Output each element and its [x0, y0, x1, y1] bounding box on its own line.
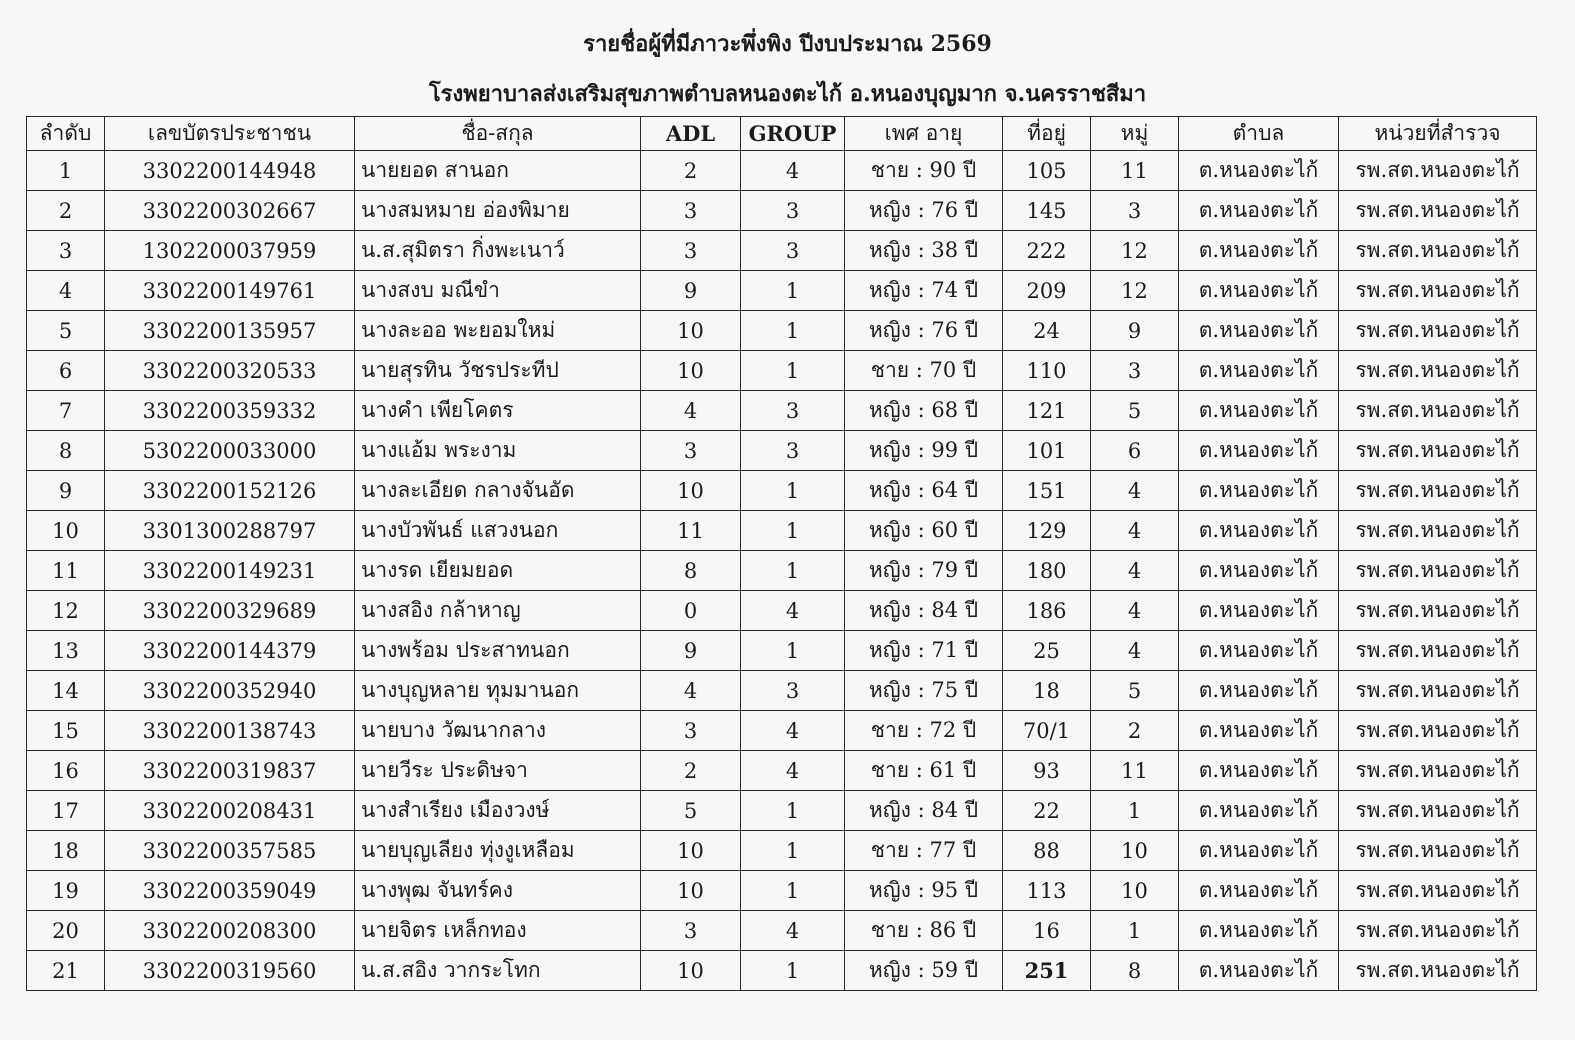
cell-name: นายสุรทิน วัชรประทีป: [355, 351, 641, 391]
cell-group: 4: [741, 751, 845, 791]
cell-group: 1: [741, 871, 845, 911]
table-row: [27, 431, 1537, 471]
cell-survey-unit: รพ.สต.หนองตะไก้: [1339, 911, 1537, 951]
cell-sex-age: หญิง : 84 ปี: [845, 591, 1003, 631]
cell-village: 12: [1091, 271, 1179, 311]
cell-sex-age: ชาย : 77 ปี: [845, 831, 1003, 871]
cell-address: 101: [1003, 431, 1091, 471]
cell-group: 1: [741, 471, 845, 511]
cell-order: 14: [27, 671, 105, 711]
cell-survey-unit: รพ.สต.หนองตะไก้: [1339, 751, 1537, 791]
cell-survey-unit: รพ.สต.หนองตะไก้: [1339, 951, 1537, 991]
cell-address: 22: [1003, 791, 1091, 831]
table-row: [27, 191, 1537, 231]
cell-village: 4: [1091, 551, 1179, 591]
cell-name: นางคำ เพียโคตร: [355, 391, 641, 431]
cell-id-number: 3302200144948: [105, 151, 355, 191]
cell-group: 1: [741, 271, 845, 311]
cell-sex-age: หญิง : 74 ปี: [845, 271, 1003, 311]
cell-village: 5: [1091, 391, 1179, 431]
cell-order: 20: [27, 911, 105, 951]
cell-name: นายจิตร เหล็กทอง: [355, 911, 641, 951]
cell-survey-unit: รพ.สต.หนองตะไก้: [1339, 191, 1537, 231]
cell-group: 1: [741, 351, 845, 391]
cell-village: 5: [1091, 671, 1179, 711]
cell-name: นายยอด สานอก: [355, 151, 641, 191]
cell-id-number: 3302200357585: [105, 831, 355, 871]
cell-village: 6: [1091, 431, 1179, 471]
table-row: [27, 751, 1537, 791]
cell-survey-unit: รพ.สต.หนองตะไก้: [1339, 231, 1537, 271]
cell-sex-age: หญิง : 64 ปี: [845, 471, 1003, 511]
cell-group: 3: [741, 431, 845, 471]
cell-name: น.ส.สุมิตรา กิ่งพะเนาว์: [355, 231, 641, 271]
table-row: [27, 391, 1537, 431]
cell-name: นางรด เยียมยอด: [355, 551, 641, 591]
cell-id-number: 3302200144379: [105, 631, 355, 671]
cell-village: 3: [1091, 191, 1179, 231]
cell-survey-unit: รพ.สต.หนองตะไก้: [1339, 151, 1537, 191]
cell-order: 21: [27, 951, 105, 991]
cell-subdistrict: ต.หนองตะไก้: [1179, 951, 1339, 991]
cell-name: นางบัวพันธ์ แสวงนอก: [355, 511, 641, 551]
table-row: [27, 591, 1537, 631]
cell-name: นางพร้อม ประสาทนอก: [355, 631, 641, 671]
cell-village: 10: [1091, 871, 1179, 911]
col-header-sex-age: เพศ อายุ: [845, 117, 1003, 151]
cell-address: 16: [1003, 911, 1091, 951]
cell-group: 3: [741, 231, 845, 271]
cell-order: 5: [27, 311, 105, 351]
cell-sex-age: หญิง : 79 ปี: [845, 551, 1003, 591]
cell-subdistrict: ต.หนองตะไก้: [1179, 271, 1339, 311]
document-title: รายชื่อผู้ที่มีภาวะพึ่งพิง ปีงบประมาณ 2569: [583, 31, 992, 57]
cell-survey-unit: รพ.สต.หนองตะไก้: [1339, 711, 1537, 751]
cell-adl: 9: [641, 271, 741, 311]
cell-order: 2: [27, 191, 105, 231]
cell-subdistrict: ต.หนองตะไก้: [1179, 551, 1339, 591]
cell-name: นางแอ้ม พระงาม: [355, 431, 641, 471]
cell-sex-age: หญิง : 76 ปี: [845, 191, 1003, 231]
table-row: [27, 311, 1537, 351]
cell-adl: 4: [641, 671, 741, 711]
table-row: [27, 951, 1537, 991]
cell-address: 209: [1003, 271, 1091, 311]
table-row: [27, 231, 1537, 271]
cell-sex-age: หญิง : 95 ปี: [845, 871, 1003, 911]
cell-group: 1: [741, 311, 845, 351]
cell-order: 11: [27, 551, 105, 591]
cell-village: 4: [1091, 631, 1179, 671]
cell-id-number: 3302200208431: [105, 791, 355, 831]
cell-subdistrict: ต.หนองตะไก้: [1179, 631, 1339, 671]
cell-survey-unit: รพ.สต.หนองตะไก้: [1339, 431, 1537, 471]
cell-village: 2: [1091, 711, 1179, 751]
cell-group: 3: [741, 391, 845, 431]
cell-order: 18: [27, 831, 105, 871]
cell-name: นายวีระ ประดิษจา: [355, 751, 641, 791]
document-subtitle: โรงพยาบาลส่งเสริมสุขภาพตำบลหนองตะไก้ อ.หนองบุญมาก จ.นครราชสีมา: [428, 81, 1147, 107]
cell-order: 15: [27, 711, 105, 751]
table-row: [27, 271, 1537, 311]
cell-village: 9: [1091, 311, 1179, 351]
cell-address: 113: [1003, 871, 1091, 911]
col-header-subdistrict: ตำบล: [1179, 117, 1339, 151]
cell-id-number: 3302200152126: [105, 471, 355, 511]
table-header-row: [27, 117, 1537, 151]
cell-address: 18: [1003, 671, 1091, 711]
cell-village: 10: [1091, 831, 1179, 871]
cell-village: 4: [1091, 471, 1179, 511]
cell-sex-age: หญิง : 60 ปี: [845, 511, 1003, 551]
cell-sex-age: หญิง : 75 ปี: [845, 671, 1003, 711]
cell-id-number: 3302200149231: [105, 551, 355, 591]
cell-subdistrict: ต.หนองตะไก้: [1179, 791, 1339, 831]
cell-group: 4: [741, 711, 845, 751]
table-row: [27, 871, 1537, 911]
cell-sex-age: หญิง : 71 ปี: [845, 631, 1003, 671]
cell-id-number: 3302200208300: [105, 911, 355, 951]
cell-sex-age: หญิง : 38 ปี: [845, 231, 1003, 271]
cell-village: 8: [1091, 951, 1179, 991]
cell-address: 186: [1003, 591, 1091, 631]
cell-order: 12: [27, 591, 105, 631]
cell-name: นางละออ พะยอมใหม่: [355, 311, 641, 351]
cell-adl: 3: [641, 231, 741, 271]
cell-id-number: 3301300288797: [105, 511, 355, 551]
table-row: [27, 671, 1537, 711]
cell-adl: 10: [641, 471, 741, 511]
cell-village: 12: [1091, 231, 1179, 271]
dependent-persons-table: [26, 116, 1537, 991]
cell-survey-unit: รพ.สต.หนองตะไก้: [1339, 271, 1537, 311]
cell-survey-unit: รพ.สต.หนองตะไก้: [1339, 831, 1537, 871]
cell-sex-age: หญิง : 59 ปี: [845, 951, 1003, 991]
cell-id-number: 3302200138743: [105, 711, 355, 751]
cell-id-number: 5302200033000: [105, 431, 355, 471]
cell-village: 11: [1091, 151, 1179, 191]
cell-survey-unit: รพ.สต.หนองตะไก้: [1339, 311, 1537, 351]
cell-survey-unit: รพ.สต.หนองตะไก้: [1339, 791, 1537, 831]
cell-name: นางสมหมาย อ่องพิมาย: [355, 191, 641, 231]
table-row: [27, 711, 1537, 751]
cell-order: 16: [27, 751, 105, 791]
cell-subdistrict: ต.หนองตะไก้: [1179, 391, 1339, 431]
cell-survey-unit: รพ.สต.หนองตะไก้: [1339, 471, 1537, 511]
cell-subdistrict: ต.หนองตะไก้: [1179, 351, 1339, 391]
cell-sex-age: ชาย : 90 ปี: [845, 151, 1003, 191]
cell-address: 25: [1003, 631, 1091, 671]
cell-adl: 11: [641, 511, 741, 551]
cell-adl: 3: [641, 711, 741, 751]
cell-id-number: 3302200319560: [105, 951, 355, 991]
cell-name: นายบาง วัฒนากลาง: [355, 711, 641, 751]
cell-sex-age: ชาย : 86 ปี: [845, 911, 1003, 951]
cell-subdistrict: ต.หนองตะไก้: [1179, 191, 1339, 231]
cell-subdistrict: ต.หนองตะไก้: [1179, 671, 1339, 711]
cell-adl: 5: [641, 791, 741, 831]
cell-group: 4: [741, 911, 845, 951]
table-row: [27, 831, 1537, 871]
table-row: [27, 791, 1537, 831]
cell-id-number: 3302200135957: [105, 311, 355, 351]
table-row: [27, 511, 1537, 551]
cell-group: 3: [741, 191, 845, 231]
col-header-order: ลำดับ: [27, 117, 105, 151]
cell-adl: 10: [641, 951, 741, 991]
cell-address: 93: [1003, 751, 1091, 791]
cell-address: 121: [1003, 391, 1091, 431]
cell-subdistrict: ต.หนองตะไก้: [1179, 311, 1339, 351]
cell-group: 4: [741, 151, 845, 191]
cell-address: 105: [1003, 151, 1091, 191]
cell-survey-unit: รพ.สต.หนองตะไก้: [1339, 511, 1537, 551]
cell-name: น.ส.สอิง วากระโทก: [355, 951, 641, 991]
cell-id-number: 3302200149761: [105, 271, 355, 311]
cell-subdistrict: ต.หนองตะไก้: [1179, 151, 1339, 191]
cell-subdistrict: ต.หนองตะไก้: [1179, 831, 1339, 871]
table-row: [27, 151, 1537, 191]
table-row: [27, 551, 1537, 591]
cell-sex-age: หญิง : 99 ปี: [845, 431, 1003, 471]
cell-id-number: 3302200319837: [105, 751, 355, 791]
cell-id-number: 3302200302667: [105, 191, 355, 231]
cell-village: 3: [1091, 351, 1179, 391]
cell-village: 1: [1091, 791, 1179, 831]
cell-address: 251: [1003, 951, 1091, 991]
cell-address: 70/1: [1003, 711, 1091, 751]
col-header-id-number: เลขบัตรประชาชน: [105, 117, 355, 151]
cell-village: 4: [1091, 591, 1179, 631]
cell-order: 19: [27, 871, 105, 911]
cell-sex-age: หญิง : 76 ปี: [845, 311, 1003, 351]
cell-sex-age: หญิง : 84 ปี: [845, 791, 1003, 831]
cell-order: 7: [27, 391, 105, 431]
cell-adl: 3: [641, 431, 741, 471]
table-row: [27, 631, 1537, 671]
cell-order: 1: [27, 151, 105, 191]
cell-group: 4: [741, 591, 845, 631]
cell-sex-age: ชาย : 72 ปี: [845, 711, 1003, 751]
cell-adl: 10: [641, 871, 741, 911]
cell-survey-unit: รพ.สต.หนองตะไก้: [1339, 391, 1537, 431]
cell-subdistrict: ต.หนองตะไก้: [1179, 471, 1339, 511]
cell-id-number: 3302200320533: [105, 351, 355, 391]
cell-group: 1: [741, 511, 845, 551]
cell-sex-age: ชาย : 61 ปี: [845, 751, 1003, 791]
cell-adl: 8: [641, 551, 741, 591]
cell-survey-unit: รพ.สต.หนองตะไก้: [1339, 591, 1537, 631]
cell-survey-unit: รพ.สต.หนองตะไก้: [1339, 551, 1537, 591]
cell-village: 11: [1091, 751, 1179, 791]
cell-order: 9: [27, 471, 105, 511]
cell-name: นางสงบ มณีขำ: [355, 271, 641, 311]
table-row: [27, 471, 1537, 511]
cell-id-number: 3302200352940: [105, 671, 355, 711]
cell-name: นายบุญเลียง ทุ่งงูเหลือม: [355, 831, 641, 871]
cell-adl: 10: [641, 831, 741, 871]
cell-group: 3: [741, 671, 845, 711]
cell-subdistrict: ต.หนองตะไก้: [1179, 751, 1339, 791]
cell-subdistrict: ต.หนองตะไก้: [1179, 591, 1339, 631]
cell-sex-age: หญิง : 68 ปี: [845, 391, 1003, 431]
table-row: [27, 911, 1537, 951]
cell-subdistrict: ต.หนองตะไก้: [1179, 431, 1339, 471]
cell-name: นางละเอียด กลางจันอัด: [355, 471, 641, 511]
cell-group: 1: [741, 951, 845, 991]
cell-name: นางสอิง กล้าหาญ: [355, 591, 641, 631]
cell-survey-unit: รพ.สต.หนองตะไก้: [1339, 351, 1537, 391]
cell-group: 1: [741, 831, 845, 871]
cell-id-number: 3302200329689: [105, 591, 355, 631]
col-header-survey-unit: หน่วยที่สำรวจ: [1339, 117, 1537, 151]
cell-adl: 10: [641, 351, 741, 391]
cell-order: 10: [27, 511, 105, 551]
cell-order: 8: [27, 431, 105, 471]
cell-survey-unit: รพ.สต.หนองตะไก้: [1339, 871, 1537, 911]
cell-address: 151: [1003, 471, 1091, 511]
col-header-address: ที่อยู่: [1003, 117, 1091, 151]
cell-order: 4: [27, 271, 105, 311]
cell-name: นางสำเรียง เมืองวงษ์: [355, 791, 641, 831]
cell-order: 13: [27, 631, 105, 671]
cell-subdistrict: ต.หนองตะไก้: [1179, 711, 1339, 751]
cell-subdistrict: ต.หนองตะไก้: [1179, 231, 1339, 271]
cell-adl: 3: [641, 911, 741, 951]
cell-adl: 3: [641, 191, 741, 231]
cell-id-number: 3302200359049: [105, 871, 355, 911]
cell-village: 4: [1091, 511, 1179, 551]
cell-address: 180: [1003, 551, 1091, 591]
col-header-village: หมู่: [1091, 117, 1179, 151]
cell-id-number: 3302200359332: [105, 391, 355, 431]
cell-adl: 2: [641, 751, 741, 791]
cell-group: 1: [741, 551, 845, 591]
cell-subdistrict: ต.หนองตะไก้: [1179, 511, 1339, 551]
cell-order: 17: [27, 791, 105, 831]
col-header-name: ชื่อ-สกุล: [355, 117, 641, 151]
cell-adl: 9: [641, 631, 741, 671]
cell-order: 3: [27, 231, 105, 271]
col-header-group: GROUP: [741, 117, 845, 151]
table-row: [27, 351, 1537, 391]
cell-adl: 2: [641, 151, 741, 191]
cell-address: 88: [1003, 831, 1091, 871]
cell-address: 222: [1003, 231, 1091, 271]
cell-group: 1: [741, 791, 845, 831]
cell-adl: 0: [641, 591, 741, 631]
cell-survey-unit: รพ.สต.หนองตะไก้: [1339, 671, 1537, 711]
cell-address: 129: [1003, 511, 1091, 551]
cell-adl: 10: [641, 311, 741, 351]
cell-village: 1: [1091, 911, 1179, 951]
cell-name: นางพุฒ จันทร์คง: [355, 871, 641, 911]
col-header-adl: ADL: [641, 117, 741, 151]
cell-adl: 4: [641, 391, 741, 431]
cell-address: 24: [1003, 311, 1091, 351]
cell-subdistrict: ต.หนองตะไก้: [1179, 911, 1339, 951]
cell-address: 145: [1003, 191, 1091, 231]
cell-group: 1: [741, 631, 845, 671]
cell-id-number: 1302200037959: [105, 231, 355, 271]
cell-sex-age: ชาย : 70 ปี: [845, 351, 1003, 391]
cell-survey-unit: รพ.สต.หนองตะไก้: [1339, 631, 1537, 671]
cell-order: 6: [27, 351, 105, 391]
cell-subdistrict: ต.หนองตะไก้: [1179, 871, 1339, 911]
cell-name: นางบุญหลาย ทุมมานอก: [355, 671, 641, 711]
cell-address: 110: [1003, 351, 1091, 391]
